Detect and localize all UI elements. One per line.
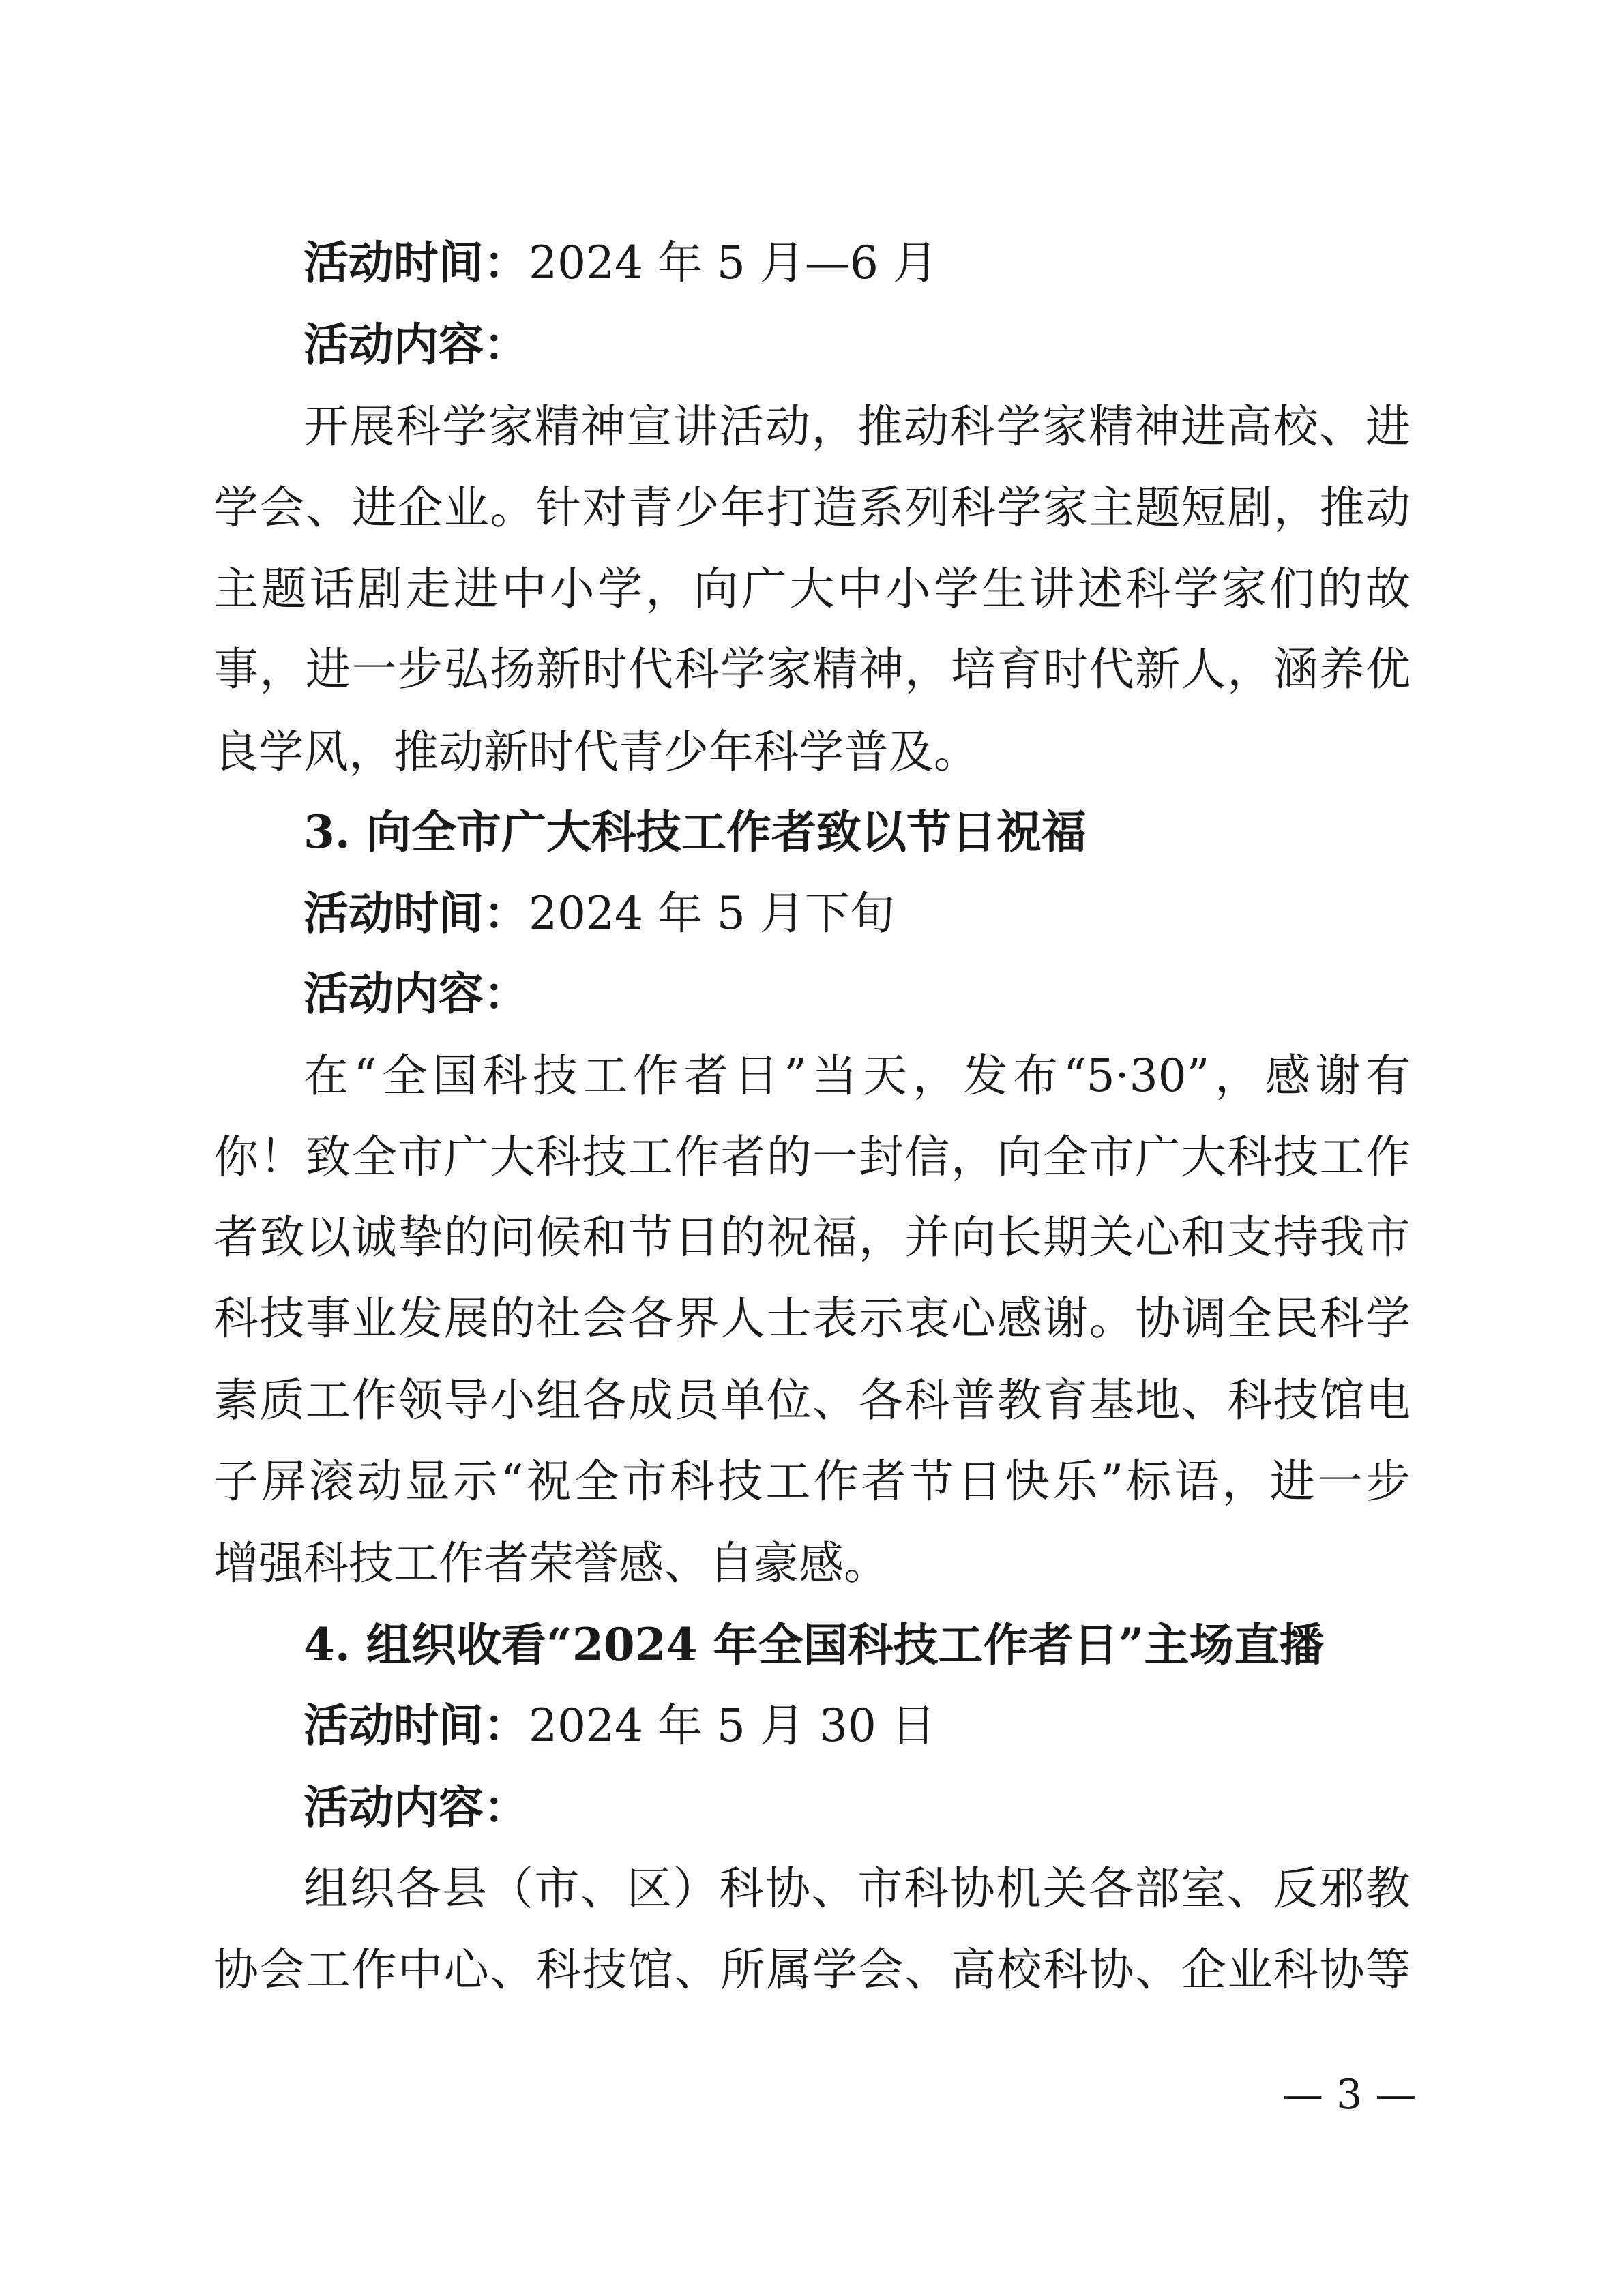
paragraph-line: 事，进一步弘扬新时代科学家精神，培育时代新人，涵养优	[213, 643, 1411, 696]
paragraph-line: 开展科学家精神宣讲活动，推动科学家精神进高校、进	[304, 400, 1411, 453]
section-heading-4: 4. 组织收看“2024 年全国科技工作者日”主场直播	[304, 1618, 1325, 1671]
paragraph-line: 者致以诚挚的问候和节日的祝福，并向长期关心和支持我市	[213, 1211, 1411, 1264]
paragraph-line: 素质工作领导小组各成员单位、各科普教育基地、科技馆电	[213, 1374, 1411, 1427]
paragraph-line: 子屏滚动显示“祝全市科技工作者节日快乐”标语，进一步	[213, 1455, 1411, 1508]
activity-content-label-2: 活动内容：	[304, 967, 529, 1020]
activity-time-value: 2024 年 5 月 30 日	[529, 1699, 936, 1752]
paragraph-line: 学会、进企业。针对青少年打造系列科学家主题短剧，推动	[213, 481, 1411, 534]
activity-time-label: 活动时间：	[304, 1699, 529, 1752]
activity-time-value: 2024 年 5 月下旬	[529, 887, 895, 940]
activity-content-label-1: 活动内容：	[304, 318, 529, 371]
paragraph-line: 良学风，推动新时代青少年科学普及。	[213, 726, 979, 778]
activity-time-value: 2024 年 5 月—6 月	[529, 237, 938, 289]
activity-time-label: 活动时间：	[304, 236, 529, 289]
activity-time-line-1	[304, 230, 938, 296]
paragraph-line: 组织各县（市、区）科协、市科协机关各部室、反邪教	[304, 1862, 1411, 1915]
paragraph-line: 科技事业发展的社会各界人士表示衷心感谢。协调全民科学	[213, 1292, 1411, 1345]
paragraph-line: 在“全国科技工作者日”当天，发布“5·30”，感谢有	[304, 1049, 1411, 1102]
activity-content-label-3: 活动内容：	[304, 1780, 529, 1834]
paragraph-line: 你！致全市广大科技工作者的一封信，向全市广大科技工作	[213, 1131, 1411, 1183]
paragraph-line: 增强科技工作者荣誉感、自豪感。	[213, 1537, 889, 1590]
paragraph-line: 主题话剧走进中小学，向广大中小学生讲述科学家们的故	[213, 563, 1411, 615]
page-number: — 3 —	[1282, 2071, 1417, 2119]
activity-time-label: 活动时间：	[304, 886, 529, 940]
activity-time-line-3	[304, 1693, 936, 1759]
paragraph-line: 协会工作中心、科技馆、所属学会、高校科协、企业科协等	[213, 1943, 1411, 1996]
activity-time-line-2	[304, 880, 895, 946]
section-heading-3: 3. 向全市广大科技工作者致以节日祝福	[304, 805, 1087, 859]
